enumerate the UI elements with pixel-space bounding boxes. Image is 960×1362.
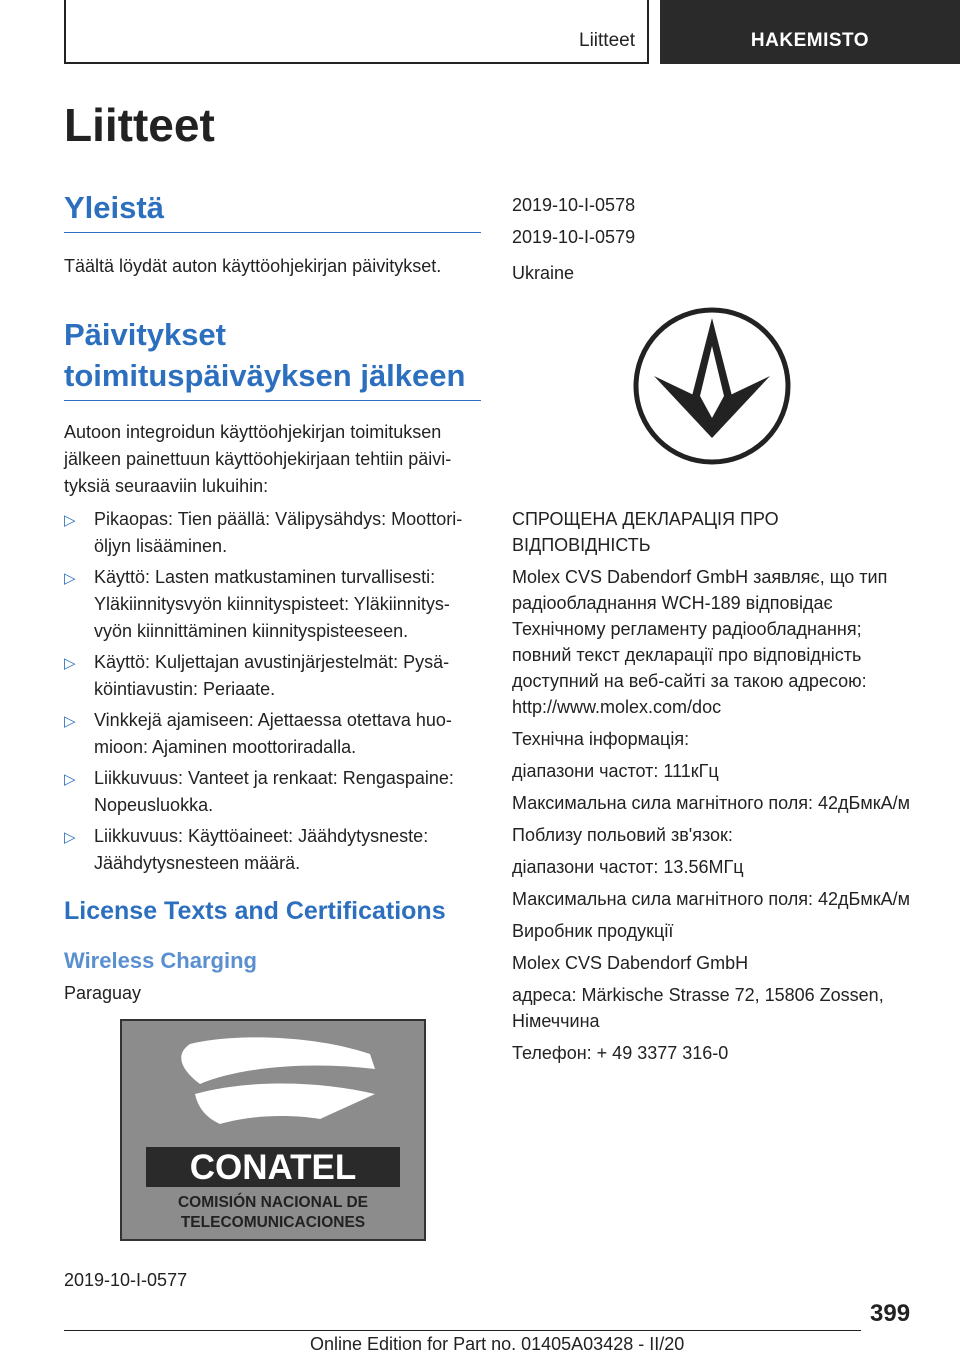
heading-updates: Päivitykset toimituspäiväyksen jälkeen (64, 314, 481, 401)
index-tab[interactable] (660, 0, 960, 64)
declaration-text: Molex CVS Dabendorf GmbH заявляє, що тип радіообладнання WCH-189 відповідає Технічному регламенту радіообладнання; повний текст декларації про відповідність доступний на веб-сайті за такою адресою: http://www.molex.com/doc (512, 567, 888, 717)
list-item: ▷ Käyttö: Lasten matkustaminen turvallisesti: Yläkiinnitysvyön kiinnityspisteet: Yläkiinnitysvyön kiinnittäminen kiinnityspisteeseen. (64, 567, 450, 641)
triangle-bullet-icon: ▷ (64, 655, 76, 672)
left-column (64, 190, 481, 1294)
triangle-bullet-icon: ▷ (64, 570, 76, 587)
list-item: ▷ Liikkuvuus: Vanteet ja renkaat: Rengaspaine: Nopeusluokka. (64, 768, 454, 815)
cert-number-0578: 2019-10-I-0578 (512, 195, 636, 215)
section-tab[interactable] (64, 0, 649, 64)
right-column (512, 192, 912, 1072)
footer-divider (64, 1330, 861, 1331)
general-text: Täältä löydät auton käyttöohjekirjan päivitykset. (64, 256, 442, 276)
list-item: ▷ Pikaopas: Tien päällä: Välipysähdys: Moottoriöljyn lisääminen. (64, 509, 463, 556)
producer-address: адреса: Märkische Strasse 72, 15806 Zossen, Німеччина (512, 985, 884, 1031)
country-paraguay: Paraguay (64, 983, 142, 1003)
triangle-bullet-icon: ▷ (64, 771, 76, 788)
magnetic-field-1: Максимальна сила магнітного поля: 42дБмкА/м (512, 793, 910, 813)
conatel-sub-line-2: TELECOMUNICACIONES (180, 1214, 366, 1231)
conatel-sub-line-1: COMISIÓN NACIONAL DE (177, 1194, 369, 1211)
page-number: 399 (870, 1300, 911, 1327)
producer-label: Виробник продукції (512, 921, 674, 941)
declaration-title: СПРОЩЕНА ДЕКЛАРАЦІЯ ПРО ВІДПОВІДНІСТЬ (512, 509, 779, 555)
updates-text: Autoon integroidun käyttöohjekirjan toimituksen jälkeen painettuun käyttöohjekirjaan tehtiin päivityksiä seuraaviin lukuihin: (64, 422, 452, 496)
triangle-bullet-icon: ▷ (64, 829, 76, 846)
update-list (64, 506, 481, 877)
producer-phone: Телефон: + 49 3377 316-0 (512, 1043, 729, 1063)
country-ukraine: Ukraine (512, 263, 575, 283)
triangle-bullet-icon: ▷ (64, 713, 76, 730)
tech-info-label: Технічна інформація: (512, 729, 690, 749)
cert-number-0577: 2019-10-I-0577 (64, 1270, 188, 1290)
frequency-range-2: діапазони частот: 13.56МГц (512, 857, 744, 877)
producer-name: Molex CVS Dabendorf GmbH (512, 953, 749, 973)
heading-wireless-charging: Wireless Charging (64, 948, 257, 973)
triangle-bullet-icon: ▷ (64, 512, 76, 529)
ukraine-conformity-mark-icon (632, 306, 792, 466)
frequency-range-1: діапазони частот: 111кГц (512, 761, 719, 781)
magnetic-field-2: Максимальна сила магнітного поля: 42дБмкА/м (512, 889, 910, 909)
page-title: Liitteet (64, 99, 215, 151)
nfc-label: Поблизу польовий зв'язок: (512, 825, 733, 845)
heading-license: License Texts and Certifications (64, 897, 446, 925)
index-tab-label: HAKEMISTO (750, 30, 870, 51)
list-item: ▷ Vinkkejä ajamiseen: Ajettaessa otettava huomioon: Ajaminen moottoriradalla. (64, 710, 452, 757)
section-tab-label: Liitteet (579, 30, 635, 51)
conatel-wordmark: CONATEL (189, 1148, 357, 1187)
footer-edition: Online Edition for Part no. 01405A03428 - II/20 (310, 1334, 685, 1354)
cert-number-0579: 2019-10-I-0579 (512, 227, 636, 247)
list-item: ▷ Käyttö: Kuljettajan avustinjärjestelmät: Pysäköintiavustin: Periaate. (64, 652, 450, 699)
list-item: ▷ Liikkuvuus: Käyttöaineet: Jäähdytysneste: Jäähdytysnesteen määrä. (64, 826, 429, 873)
heading-general: Yleistä (64, 190, 481, 233)
conatel-logo (120, 1019, 426, 1241)
